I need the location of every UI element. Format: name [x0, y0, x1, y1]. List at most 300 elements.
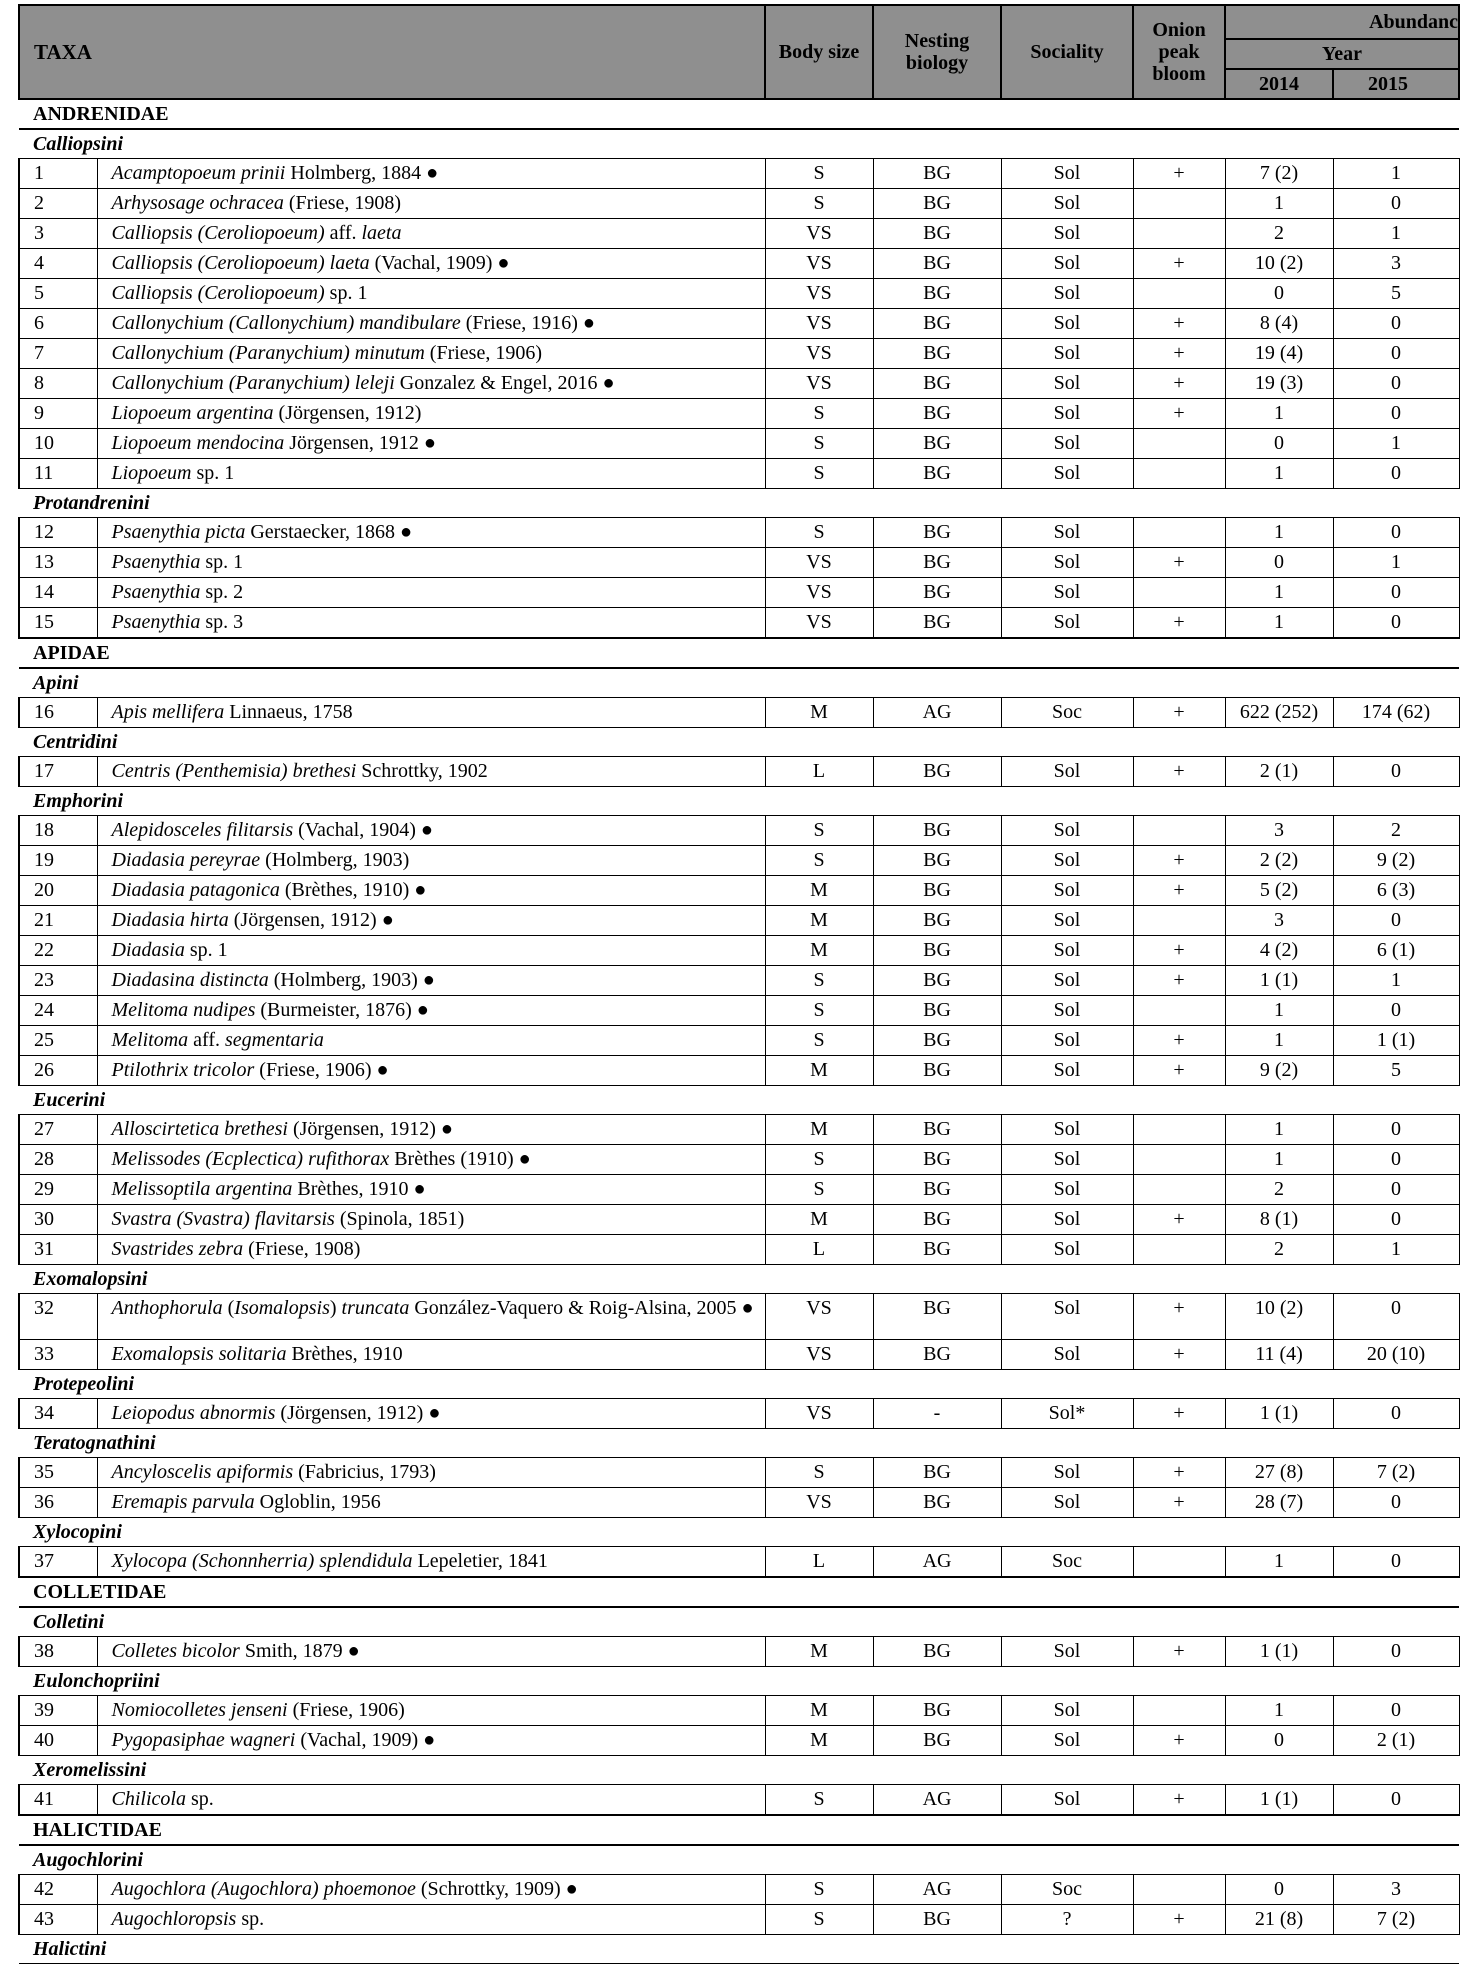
row-number: 43 — [19, 1905, 97, 1935]
family-row — [19, 99, 1459, 129]
abundance-2015-cell: 0 — [1333, 1294, 1459, 1340]
abundance-2014-cell: 1 — [1225, 1115, 1333, 1145]
abundance-2014-cell: 1 — [1225, 996, 1333, 1026]
tribe-row — [19, 489, 1459, 518]
sociality-cell: Sol — [1001, 369, 1133, 399]
abundance-2015-cell: 0 — [1333, 578, 1459, 608]
body-size-cell: S — [765, 189, 873, 219]
sociality-cell: Sol — [1001, 1696, 1133, 1726]
species-author: (Jörgensen, 1912) ● — [228, 909, 394, 931]
table-row — [19, 279, 1459, 309]
row-number: 39 — [19, 1696, 97, 1726]
abundance-2014-cell: 10 (2) — [1225, 1294, 1333, 1340]
onion-bloom-cell: + — [1133, 1488, 1225, 1518]
tribe-row — [19, 129, 1459, 159]
abundance-2014-cell: 5 (2) — [1225, 876, 1333, 906]
sociality-cell: Soc — [1001, 698, 1133, 728]
species-name — [97, 399, 765, 429]
abundance-2014-cell: 0 — [1225, 1726, 1333, 1756]
table-row — [19, 339, 1459, 369]
table-row — [19, 1696, 1459, 1726]
body-size-cell: VS — [765, 608, 873, 639]
onion-bloom-cell: + — [1133, 1905, 1225, 1935]
family-label: COLLETIDAE — [19, 1577, 1459, 1607]
abundance-2015-cell: 5 — [1333, 279, 1459, 309]
onion-bloom-cell: + — [1133, 249, 1225, 279]
species-author: sp. 1 — [184, 939, 228, 961]
abundance-2015-cell: 0 — [1333, 757, 1459, 787]
onion-bloom-cell: + — [1133, 1205, 1225, 1235]
species-author: sp. — [236, 1908, 265, 1930]
sociality-cell: Soc — [1001, 1547, 1133, 1578]
tribe-label: Protepeolini — [19, 1370, 1459, 1399]
abundance-2015-cell: 0 — [1333, 309, 1459, 339]
species-name — [97, 816, 765, 846]
nesting-cell: BG — [873, 757, 1001, 787]
onion-bloom-cell: + — [1133, 757, 1225, 787]
row-number: 8 — [19, 369, 97, 399]
table-row — [19, 1340, 1459, 1370]
onion-bloom-cell — [1133, 1547, 1225, 1578]
nesting-cell: BG — [873, 1726, 1001, 1756]
species-author: Gonzalez & Engel, 2016 ● — [394, 372, 615, 394]
body-size-cell: S — [765, 1175, 873, 1205]
tribe-row — [19, 1845, 1459, 1875]
sociality-cell: Sol* — [1001, 1399, 1133, 1429]
species-name-italic: Psaenythia — [111, 581, 201, 603]
species-author: Jörgensen, 1912 ● — [284, 432, 436, 454]
abundance-2014-cell: 1 (1) — [1225, 1785, 1333, 1816]
species-name — [97, 1235, 765, 1265]
species-author: (Friese, 1906) ● — [254, 1059, 389, 1081]
tribe-label: Eucerini — [19, 1086, 1459, 1115]
tribe-label: Emphorini — [19, 787, 1459, 816]
body-size-cell: S — [765, 1875, 873, 1905]
family-row — [19, 638, 1459, 668]
row-number: 10 — [19, 429, 97, 459]
body-size-cell: S — [765, 1905, 873, 1935]
table-row — [19, 548, 1459, 578]
onion-bloom-cell: + — [1133, 876, 1225, 906]
nesting-cell: BG — [873, 1637, 1001, 1667]
body-size-cell: M — [765, 1726, 873, 1756]
sociality-cell: Sol — [1001, 906, 1133, 936]
tribe-label: Xeromelissini — [19, 1756, 1459, 1785]
species-name — [97, 1115, 765, 1145]
nesting-cell: BG — [873, 518, 1001, 548]
abundance-2015-cell: 0 — [1333, 518, 1459, 548]
row-number: 21 — [19, 906, 97, 936]
species-name — [97, 429, 765, 459]
species-name-italic: Centris (Penthemisia) brethesi — [111, 760, 357, 782]
sociality-cell: Sol — [1001, 578, 1133, 608]
sociality-cell: Sol — [1001, 1175, 1133, 1205]
sociality-cell: Sol — [1001, 966, 1133, 996]
nesting-cell: BG — [873, 1145, 1001, 1175]
species-name-italic: Psaenythia picta — [111, 521, 246, 543]
species-author: (Fabricius, 1793) — [293, 1461, 436, 1483]
sociality-cell: Sol — [1001, 249, 1133, 279]
abundance-2015-cell: 0 — [1333, 1696, 1459, 1726]
abundance-2014-cell: 1 — [1225, 1696, 1333, 1726]
sociality-cell: Sol — [1001, 309, 1133, 339]
species-name-italic: Diadasia hirta — [111, 909, 229, 931]
species-name-italic: Diadasia — [111, 939, 185, 961]
table-row — [19, 189, 1459, 219]
species-author: (Brèthes, 1910) ● — [279, 879, 427, 901]
species-name-italic: Xylocopa (Schonnherria) splendidula — [111, 1550, 413, 1572]
tribe-label: Exomalopsini — [19, 1265, 1459, 1294]
abundance-2014-cell: 1 (1) — [1225, 966, 1333, 996]
family-label: ANDRENIDAE — [19, 99, 1459, 129]
nesting-cell: BG — [873, 309, 1001, 339]
tribe-label: Teratognathini — [19, 1429, 1459, 1458]
species-author: (Burmeister, 1876) ● — [255, 999, 429, 1021]
sociality-cell: Sol — [1001, 1726, 1133, 1756]
onion-bloom-cell: + — [1133, 159, 1225, 189]
onion-bloom-cell — [1133, 578, 1225, 608]
species-author: (Jörgensen, 1912) — [273, 402, 422, 424]
row-number: 37 — [19, 1547, 97, 1578]
onion-bloom-cell: + — [1133, 698, 1225, 728]
species-name-italic: Melissodes (Ecplectica) rufithorax — [111, 1148, 390, 1170]
onion-bloom-cell: + — [1133, 1294, 1225, 1340]
species-name-italic: Augochloropsis — [111, 1908, 237, 1930]
species-author: (Friese, 1906) — [287, 1699, 405, 1721]
tribe-label: Halictini — [19, 1935, 1459, 1964]
onion-bloom-cell — [1133, 1145, 1225, 1175]
family-label: APIDAE — [19, 638, 1459, 668]
species-name-italic: Diadasina distincta — [111, 969, 269, 991]
abundance-2015-cell: 3 — [1333, 249, 1459, 279]
row-number: 28 — [19, 1145, 97, 1175]
table-row — [19, 816, 1459, 846]
species-name — [97, 249, 765, 279]
sociality-cell: Sol — [1001, 936, 1133, 966]
onion-bloom-cell: + — [1133, 1340, 1225, 1370]
species-name — [97, 966, 765, 996]
species-name-italic: Alloscirtetica brethesi — [111, 1118, 288, 1140]
sociality-cell: Sol — [1001, 876, 1133, 906]
row-number: 38 — [19, 1637, 97, 1667]
species-author: sp. 3 — [200, 611, 244, 633]
sociality-cell: Sol — [1001, 1294, 1133, 1340]
row-number: 7 — [19, 339, 97, 369]
row-number: 29 — [19, 1175, 97, 1205]
onion-bloom-cell — [1133, 429, 1225, 459]
nesting-cell: BG — [873, 1905, 1001, 1935]
abundance-2014-cell: 2 (1) — [1225, 757, 1333, 787]
table-header — [19, 5, 1459, 99]
table-row — [19, 309, 1459, 339]
sociality-cell: Sol — [1001, 159, 1133, 189]
table-row — [19, 846, 1459, 876]
abundance-2014-cell: 7 (2) — [1225, 159, 1333, 189]
row-number: 15 — [19, 608, 97, 639]
table-row — [19, 1205, 1459, 1235]
row-number: 20 — [19, 876, 97, 906]
species-name-italic: Calliopsis (Ceroliopoeum) — [111, 222, 325, 244]
family-row — [19, 1815, 1459, 1845]
species-name-italic: Callonychium (Paranychium) minutum — [111, 342, 425, 364]
body-size-cell: M — [765, 1696, 873, 1726]
header-taxa: TAXA — [19, 5, 765, 99]
species-name-italic: Apis mellifera — [111, 701, 225, 723]
species-author: (Holmberg, 1903) — [260, 849, 410, 871]
nesting-cell: BG — [873, 1488, 1001, 1518]
family-row — [19, 1577, 1459, 1607]
row-number: 25 — [19, 1026, 97, 1056]
tribe-label: Protandrenini — [19, 489, 1459, 518]
nesting-cell: BG — [873, 936, 1001, 966]
abundance-2015-cell: 1 (1) — [1333, 1026, 1459, 1056]
onion-bloom-cell: + — [1133, 936, 1225, 966]
body-size-cell: S — [765, 1785, 873, 1816]
nesting-cell: BG — [873, 399, 1001, 429]
species-name — [97, 1696, 765, 1726]
sociality-cell: Sol — [1001, 1235, 1133, 1265]
species-name — [97, 1056, 765, 1086]
species-author: (Friese, 1906) — [424, 342, 542, 364]
species-name — [97, 159, 765, 189]
onion-bloom-cell — [1133, 906, 1225, 936]
onion-bloom-cell: + — [1133, 966, 1225, 996]
species-name — [97, 1145, 765, 1175]
species-name — [97, 459, 765, 489]
species-name — [97, 936, 765, 966]
sociality-cell: Sol — [1001, 1488, 1133, 1518]
abundance-2015-cell: 1 — [1333, 159, 1459, 189]
species-name-italic: laeta — [361, 222, 402, 244]
species-name — [97, 339, 765, 369]
nesting-cell: BG — [873, 1235, 1001, 1265]
abundance-2015-cell: 0 — [1333, 1145, 1459, 1175]
species-name-italic: Melitoma nudipes — [111, 999, 256, 1021]
body-size-cell: M — [765, 936, 873, 966]
tribe-label: Centridini — [19, 728, 1459, 757]
species-name — [97, 1785, 765, 1816]
abundance-2014-cell: 1 — [1225, 518, 1333, 548]
abundance-2015-cell: 0 — [1333, 1115, 1459, 1145]
species-name-italic: Augochlora (Augochlora) phoemonoe — [111, 1878, 416, 1900]
table-row — [19, 1175, 1459, 1205]
row-number: 1 — [19, 159, 97, 189]
abundance-2015-cell: 1 — [1333, 429, 1459, 459]
abundance-2015-cell: 0 — [1333, 459, 1459, 489]
row-number: 12 — [19, 518, 97, 548]
abundance-2015-cell: 0 — [1333, 1637, 1459, 1667]
nesting-cell: BG — [873, 339, 1001, 369]
species-name-italic: Pygopasiphae wagneri — [111, 1729, 296, 1751]
onion-bloom-cell: + — [1133, 339, 1225, 369]
sociality-cell: Sol — [1001, 1056, 1133, 1086]
table-row — [19, 459, 1459, 489]
species-author: González-Vaquero & Roig-Alsina, 2005 ● — [409, 1297, 754, 1319]
species-name-italic: Ptilothrix tricolor — [111, 1059, 255, 1081]
nesting-cell: BG — [873, 249, 1001, 279]
abundance-2014-cell: 28 (7) — [1225, 1488, 1333, 1518]
abundance-2015-cell: 9 (2) — [1333, 846, 1459, 876]
species-name-italic: Liopoeum mendocina — [111, 432, 285, 454]
table-body — [19, 99, 1459, 1964]
sociality-cell: Sol — [1001, 757, 1133, 787]
tribe-row — [19, 1756, 1459, 1785]
body-size-cell: VS — [765, 1294, 873, 1340]
species-name — [97, 1875, 765, 1905]
species-name — [97, 1205, 765, 1235]
species-name — [97, 1458, 765, 1488]
nesting-cell: BG — [873, 1175, 1001, 1205]
species-name-italic: Melitoma — [111, 1029, 189, 1051]
sociality-cell: Sol — [1001, 846, 1133, 876]
species-name-italic: Diadasia patagonica — [111, 879, 280, 901]
abundance-2014-cell: 9 (2) — [1225, 1056, 1333, 1086]
body-size-cell: S — [765, 996, 873, 1026]
row-number: 13 — [19, 548, 97, 578]
abundance-2015-cell: 7 (2) — [1333, 1905, 1459, 1935]
row-number: 41 — [19, 1785, 97, 1816]
abundance-2014-cell: 2 (2) — [1225, 846, 1333, 876]
table-row — [19, 1726, 1459, 1756]
species-name-italic: Diadasia pereyrae — [111, 849, 261, 871]
abundance-2014-cell: 1 — [1225, 578, 1333, 608]
table-row — [19, 1056, 1459, 1086]
tribe-row — [19, 787, 1459, 816]
species-name — [97, 189, 765, 219]
onion-bloom-cell: + — [1133, 309, 1225, 339]
species-name — [97, 548, 765, 578]
species-name-italic: Chilicola — [111, 1788, 186, 1810]
table-row — [19, 1115, 1459, 1145]
species-name-italic: Alepidosceles filitarsis — [111, 819, 294, 841]
tribe-row — [19, 728, 1459, 757]
species-name — [97, 1399, 765, 1429]
tribe-label: Xylocopini — [19, 1518, 1459, 1547]
onion-bloom-cell — [1133, 279, 1225, 309]
species-name — [97, 608, 765, 639]
row-number: 17 — [19, 757, 97, 787]
abundance-2014-cell: 0 — [1225, 1875, 1333, 1905]
onion-bloom-cell: + — [1133, 1399, 1225, 1429]
tribe-row — [19, 1518, 1459, 1547]
species-name-italic: Isomalopsis — [234, 1297, 330, 1319]
abundance-2014-cell: 622 (252) — [1225, 698, 1333, 728]
sociality-cell: Sol — [1001, 1115, 1133, 1145]
species-author: Lepeletier, 1841 — [412, 1550, 548, 1572]
nesting-cell: AG — [873, 698, 1001, 728]
abundance-2015-cell: 5 — [1333, 1056, 1459, 1086]
row-number: 31 — [19, 1235, 97, 1265]
table-row — [19, 1145, 1459, 1175]
abundance-2014-cell: 1 — [1225, 189, 1333, 219]
abundance-2014-cell: 0 — [1225, 279, 1333, 309]
nesting-cell: BG — [873, 219, 1001, 249]
table-row — [19, 966, 1459, 996]
species-author: Linnaeus, 1758 — [224, 701, 353, 723]
nesting-cell: BG — [873, 608, 1001, 639]
species-author: Ogloblin, 1956 — [254, 1491, 381, 1513]
body-size-cell: S — [765, 159, 873, 189]
body-size-cell: VS — [765, 1399, 873, 1429]
onion-bloom-cell: + — [1133, 608, 1225, 639]
abundance-2014-cell: 2 — [1225, 1235, 1333, 1265]
species-name-italic: Anthophorula — [111, 1297, 223, 1319]
abundance-2014-cell: 19 (4) — [1225, 339, 1333, 369]
tribe-label: Colletini — [19, 1607, 1459, 1637]
abundance-2014-cell: 3 — [1225, 816, 1333, 846]
sociality-cell: Sol — [1001, 816, 1133, 846]
species-name — [97, 1547, 765, 1578]
species-name-italic: Callonychium (Callonychium) mandibulare — [111, 312, 461, 334]
header-onion-peak-bloom: Onion peak bloom — [1133, 5, 1225, 99]
table-row — [19, 1399, 1459, 1429]
nesting-cell: AG — [873, 1547, 1001, 1578]
row-number: 6 — [19, 309, 97, 339]
species-author: (Friese, 1908) — [243, 1238, 361, 1260]
abundance-2014-cell: 1 — [1225, 1145, 1333, 1175]
nesting-cell: BG — [873, 1294, 1001, 1340]
onion-bloom-cell: + — [1133, 1726, 1225, 1756]
row-number: 4 — [19, 249, 97, 279]
species-name-italic: Nomiocolletes jenseni — [111, 1699, 288, 1721]
sociality-cell: Sol — [1001, 1205, 1133, 1235]
table-row — [19, 906, 1459, 936]
onion-bloom-cell: + — [1133, 1785, 1225, 1816]
abundance-2014-cell: 0 — [1225, 429, 1333, 459]
sociality-cell: Soc — [1001, 1875, 1133, 1905]
species-name — [97, 698, 765, 728]
body-size-cell: S — [765, 518, 873, 548]
abundance-2015-cell: 1 — [1333, 219, 1459, 249]
body-size-cell: S — [765, 966, 873, 996]
table-row — [19, 996, 1459, 1026]
table-row — [19, 249, 1459, 279]
row-number: 36 — [19, 1488, 97, 1518]
row-number: 32 — [19, 1294, 97, 1340]
nesting-cell: BG — [873, 159, 1001, 189]
abundance-2015-cell: 0 — [1333, 906, 1459, 936]
sociality-cell: Sol — [1001, 459, 1133, 489]
body-size-cell: M — [765, 1637, 873, 1667]
abundance-2015-cell: 6 (1) — [1333, 936, 1459, 966]
table-row — [19, 518, 1459, 548]
row-number: 24 — [19, 996, 97, 1026]
onion-bloom-cell — [1133, 459, 1225, 489]
sociality-cell: Sol — [1001, 518, 1133, 548]
abundance-2015-cell: 0 — [1333, 189, 1459, 219]
onion-bloom-cell — [1133, 1175, 1225, 1205]
onion-bloom-cell — [1133, 816, 1225, 846]
onion-bloom-cell: + — [1133, 548, 1225, 578]
sociality-cell: Sol — [1001, 279, 1133, 309]
row-number: 18 — [19, 816, 97, 846]
species-author: Gerstaecker, 1868 ● — [245, 521, 413, 543]
species-name — [97, 369, 765, 399]
species-name — [97, 1726, 765, 1756]
onion-bloom-cell — [1133, 1875, 1225, 1905]
body-size-cell: VS — [765, 1488, 873, 1518]
sociality-cell: Sol — [1001, 1458, 1133, 1488]
species-name — [97, 906, 765, 936]
table-row — [19, 369, 1459, 399]
table-row — [19, 399, 1459, 429]
onion-bloom-cell: + — [1133, 1637, 1225, 1667]
species-name-italic: Melissoptila argentina — [111, 1178, 293, 1200]
abundance-2015-cell: 3 — [1333, 1875, 1459, 1905]
row-number: 16 — [19, 698, 97, 728]
table-row — [19, 1026, 1459, 1056]
tribe-row — [19, 1370, 1459, 1399]
